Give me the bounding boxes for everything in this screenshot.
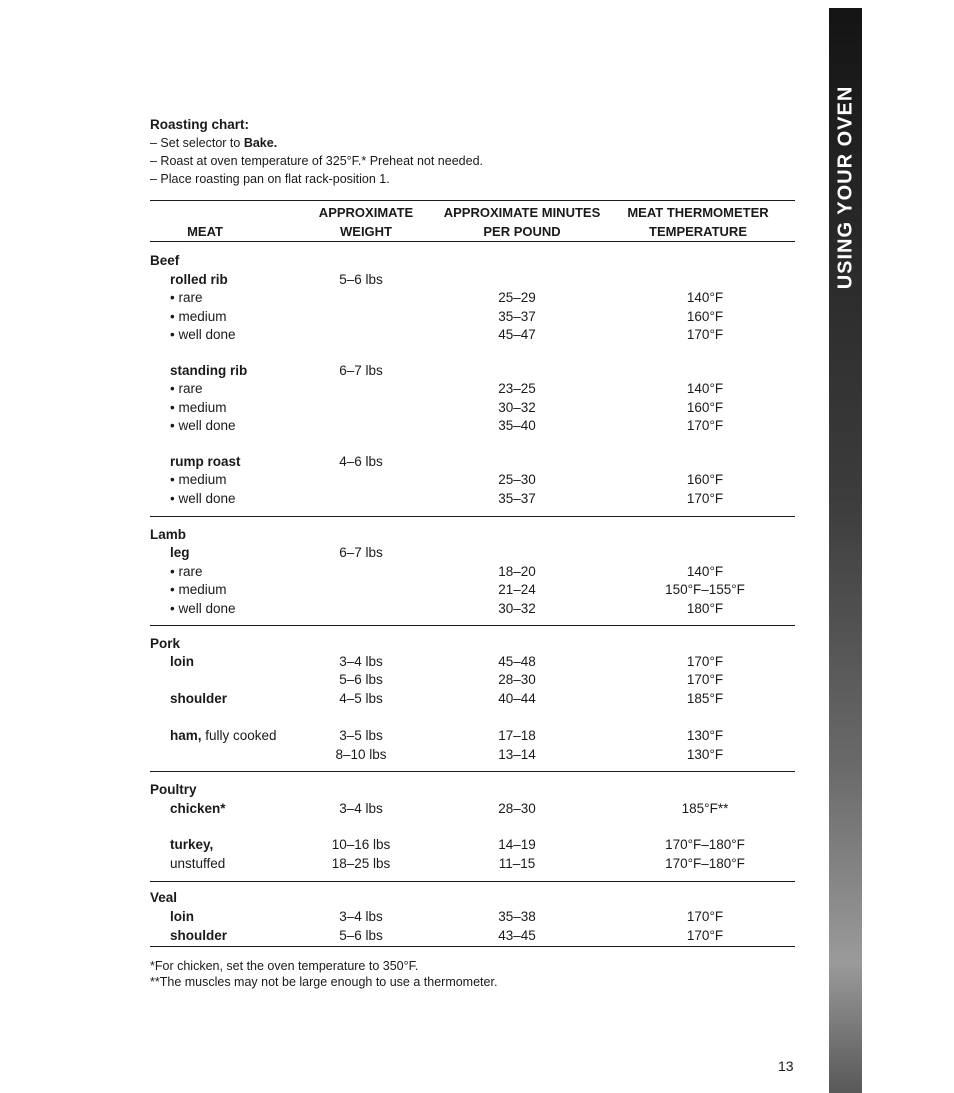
minutes-cell: 28–30 bbox=[498, 801, 536, 816]
minutes-cell: 30–32 bbox=[498, 601, 536, 616]
cut-note: fully cooked bbox=[201, 728, 277, 743]
header-weight: WEIGHT bbox=[340, 224, 392, 239]
temperature-cell: 130°F bbox=[686, 747, 724, 762]
doneness-label: unstuffed bbox=[170, 856, 226, 871]
minutes-cell: 23–25 bbox=[498, 381, 536, 396]
weight-cell: 6–7 lbs bbox=[339, 545, 383, 560]
temperature-cell: 170°F bbox=[686, 327, 724, 342]
cut-name: shoulder bbox=[170, 691, 228, 706]
minutes-cell: 13–14 bbox=[498, 747, 536, 762]
weight-cell: 5–6 lbs bbox=[339, 672, 383, 687]
page-number: 13 bbox=[778, 1058, 794, 1074]
temperature-cell: 140°F bbox=[686, 290, 724, 305]
header-minutes: APPROXIMATE MINUTES bbox=[443, 205, 601, 220]
temperature-cell: 170°F bbox=[686, 672, 724, 687]
minutes-cell: 25–30 bbox=[498, 472, 536, 487]
minutes-cell: 35–37 bbox=[498, 491, 536, 506]
temperature-cell: 170°F bbox=[686, 909, 724, 924]
temperature-cell: 170°F–180°F bbox=[665, 837, 745, 852]
minutes-cell: 25–29 bbox=[498, 290, 536, 305]
cut-name: standing rib bbox=[170, 363, 248, 378]
minutes-cell: 14–19 bbox=[498, 837, 536, 852]
table-header-rule bbox=[150, 241, 795, 242]
temperature-cell: 160°F bbox=[686, 400, 724, 415]
footnote-thermometer: **The muscles may not be large enough to use a thermometer. bbox=[150, 975, 498, 989]
section-tab-label-box bbox=[833, 85, 859, 289]
cut-name: rolled rib bbox=[170, 272, 228, 287]
minutes-cell: 28–30 bbox=[498, 672, 536, 687]
minutes-cell: 35–37 bbox=[498, 309, 536, 324]
category-divider bbox=[150, 771, 795, 772]
category-divider bbox=[150, 625, 795, 626]
temperature-cell: 180°F bbox=[686, 601, 724, 616]
weight-cell: 3–4 lbs bbox=[339, 909, 383, 924]
minutes-cell: 18–20 bbox=[498, 564, 536, 579]
minutes-cell: 45–48 bbox=[498, 654, 536, 669]
intro-line-text: – Set selector to bbox=[150, 136, 244, 150]
doneness-label: • medium bbox=[170, 472, 227, 487]
chart-title: Roasting chart: bbox=[150, 117, 250, 132]
cut-name: loin bbox=[170, 654, 194, 669]
weight-cell: 8–10 lbs bbox=[335, 747, 387, 762]
intro-block bbox=[150, 117, 750, 188]
minutes-cell: 45–47 bbox=[498, 327, 536, 342]
doneness-label: • medium bbox=[170, 400, 227, 415]
table-top-rule bbox=[150, 200, 795, 201]
cut-name: ham, fully cooked bbox=[170, 728, 277, 743]
temperature-cell: 170°F bbox=[686, 491, 724, 506]
intro-line bbox=[150, 170, 750, 188]
header-weight: APPROXIMATE bbox=[318, 205, 414, 220]
doneness-label: • well done bbox=[170, 418, 236, 433]
doneness-label: • medium bbox=[170, 582, 227, 597]
cut-name: shoulder bbox=[170, 928, 228, 943]
header-temperature: TEMPERATURE bbox=[649, 224, 747, 239]
temperature-cell: 170°F–180°F bbox=[665, 856, 745, 871]
temperature-cell: 170°F bbox=[686, 928, 724, 943]
weight-cell: 6–7 lbs bbox=[339, 363, 383, 378]
category-divider bbox=[150, 881, 795, 882]
category-pork: Pork bbox=[150, 636, 181, 651]
header-minutes: PER POUND bbox=[483, 224, 561, 239]
temperature-cell: 160°F bbox=[686, 472, 724, 487]
minutes-cell: 30–32 bbox=[498, 400, 536, 415]
temperature-cell: 160°F bbox=[686, 309, 724, 324]
cut-name: rump roast bbox=[170, 454, 241, 469]
temperature-cell: 140°F bbox=[686, 564, 724, 579]
doneness-label: • rare bbox=[170, 290, 203, 305]
section-tab-label: USING YOUR OVEN bbox=[834, 85, 857, 289]
weight-cell: 10–16 lbs bbox=[331, 837, 391, 852]
temperature-cell: 150°F–155°F bbox=[665, 582, 745, 597]
minutes-cell: 21–24 bbox=[498, 582, 536, 597]
weight-cell: 18–25 lbs bbox=[331, 856, 391, 871]
weight-cell: 4–6 lbs bbox=[339, 454, 383, 469]
doneness-label: • rare bbox=[170, 381, 203, 396]
category-veal: Veal bbox=[150, 890, 178, 905]
category-beef: Beef bbox=[150, 253, 180, 268]
temperature-cell: 170°F bbox=[686, 654, 724, 669]
weight-cell: 3–4 lbs bbox=[339, 654, 383, 669]
intro-line bbox=[150, 152, 750, 170]
category-poultry: Poultry bbox=[150, 782, 197, 797]
cut-name: loin bbox=[170, 909, 194, 924]
temperature-cell: 140°F bbox=[686, 381, 724, 396]
weight-cell: 5–6 lbs bbox=[339, 272, 383, 287]
table-bottom-rule bbox=[150, 946, 795, 947]
temperature-cell: 170°F bbox=[686, 418, 724, 433]
category-divider bbox=[150, 516, 795, 517]
header-meat: MEAT bbox=[187, 224, 223, 239]
footnote-chicken: *For chicken, set the oven temperature to 350°F. bbox=[150, 959, 419, 973]
header-temperature: MEAT THERMOMETER bbox=[627, 205, 769, 220]
weight-cell: 3–4 lbs bbox=[339, 801, 383, 816]
cut-name: turkey, bbox=[170, 837, 214, 852]
minutes-cell: 40–44 bbox=[498, 691, 536, 706]
weight-cell: 5–6 lbs bbox=[339, 928, 383, 943]
cut-name: chicken* bbox=[170, 801, 226, 816]
cut-name: leg bbox=[170, 545, 190, 560]
doneness-label: • medium bbox=[170, 309, 227, 324]
doneness-label: • well done bbox=[170, 327, 236, 342]
minutes-cell: 35–40 bbox=[498, 418, 536, 433]
minutes-cell: 43–45 bbox=[498, 928, 536, 943]
intro-line-text: – Place roasting pan on flat rack-position 1. bbox=[150, 172, 390, 186]
intro-line-bold: Bake. bbox=[243, 136, 278, 150]
weight-cell: 3–5 lbs bbox=[339, 728, 383, 743]
doneness-label: • well done bbox=[170, 601, 236, 616]
category-lamb: Lamb bbox=[150, 527, 187, 542]
minutes-cell: 11–15 bbox=[498, 856, 536, 871]
minutes-cell: 35–38 bbox=[498, 909, 536, 924]
minutes-cell: 17–18 bbox=[498, 728, 536, 743]
temperature-cell: 185°F bbox=[686, 691, 724, 706]
intro-line-text: – Roast at oven temperature of 325°F.* Preheat not needed. bbox=[150, 154, 483, 168]
temperature-cell: 130°F bbox=[686, 728, 724, 743]
temperature-cell: 185°F** bbox=[681, 801, 729, 816]
doneness-label: • rare bbox=[170, 564, 203, 579]
intro-line bbox=[150, 134, 750, 152]
footnotes bbox=[150, 958, 497, 990]
doneness-label: • well done bbox=[170, 491, 236, 506]
weight-cell: 4–5 lbs bbox=[339, 691, 383, 706]
